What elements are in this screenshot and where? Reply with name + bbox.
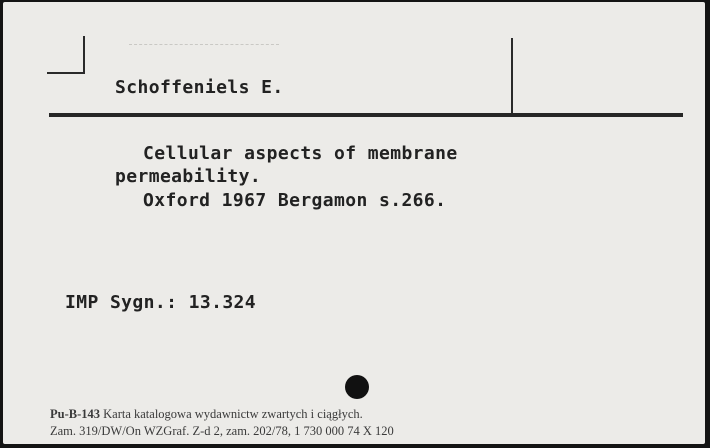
corner-bracket-vertical [83,36,85,74]
corner-bracket-horizontal [47,72,85,74]
footer-line-2: Zam. 319/DW/On WZGraf. Z-d 2, zam. 202/78, 1 730 000 74 X 120 [50,424,394,438]
title-line-2: permeability. [115,166,262,187]
author-name: Schoffeniels E. [115,77,284,98]
column-divider [511,38,513,114]
form-code: Pu-B-143 [50,407,100,421]
punch-hole [345,375,369,399]
footer-line-1 [50,407,363,422]
form-description: Karta katalogowa wydawnictw zwartych i ciągłych. [103,407,363,421]
title-line-1: Cellular aspects of membrane [143,143,458,164]
faint-erased-line [129,44,279,45]
header-rule [49,113,683,117]
call-number: IMP Sygn.: 13.324 [65,292,257,313]
catalog-card [3,2,705,444]
imprint-line: Oxford 1967 Bergamon s.266. [143,190,447,211]
